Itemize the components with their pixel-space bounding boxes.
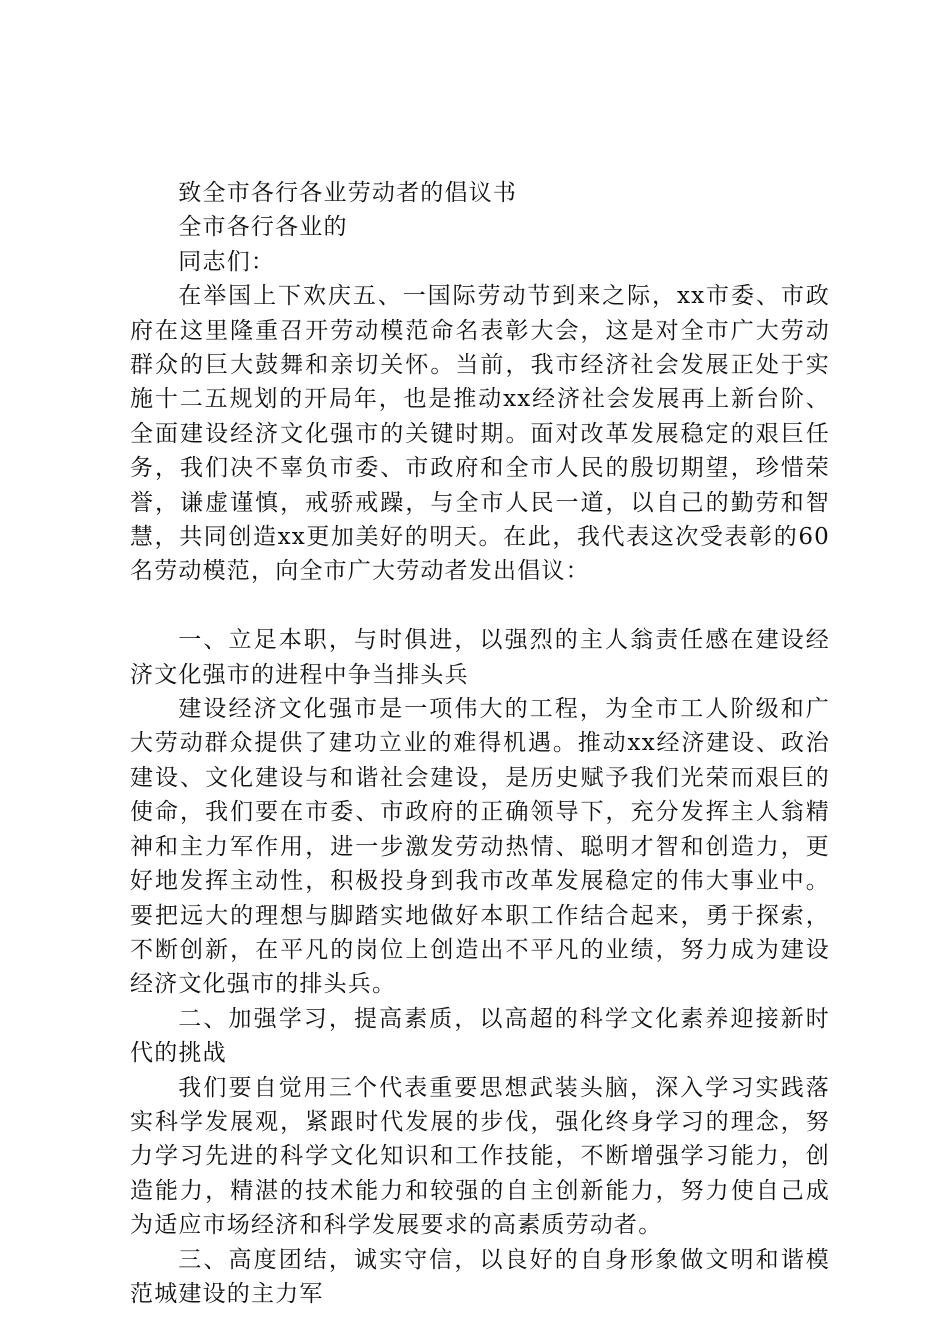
section-1-body: 建设经济文化强市是一项伟大的工程，为全市工人阶级和广大劳动群众提供了建功立业的难得机遇。推动xx经济建设、政治建设、文化建设与和谐社会建设，是历史赋予我们光荣而艰巨的使命，我们要在市委、市政府的正确领导下，充分发挥主人翁精神和主力军作用，进一步激发劳动热情、聪明才智和创造力，更好地发挥主动性，积极投身到我市改革发展稳定的伟大事业中。要把远大的理想与脚踏实地做好本职工作结合起来，勇于探索，不断创新，在平凡的岗位上创造出不平凡的业绩，努力成为建设经济文化强市的排头兵。: [130, 696, 830, 998]
salutation-line-1: 全市各行各业的: [178, 214, 348, 241]
section-1-heading: 一、立足本职，与时俱进，以强烈的主人翁责任感在建设经济文化强市的进程中争当排头兵: [130, 627, 830, 688]
intro-paragraph: 在举国上下欢庆五、一国际劳动节到来之际，xx市委、市政府在这里隆重召开劳动模范命名表彰大会，这是对全市广大劳动群众的巨大鼓舞和亲切关怀。当前，我市经济社会发展正处于实施十二五规划的开局年，也是推动xx经济社会发展再上新台阶、全面建设经济文化强市的关键时期。面对改革发展稳定的艰巨任务，我们决不辜负市委、市政府和全市人民的殷切期望，珍惜荣誉，谦虚谨慎，戒骄戒躁，与全市人民一道，以自己的勤劳和智慧，共同创造xx更加美好的明天。在此，我代表这次受表彰的60名劳动模范，向全市广大劳动者发出倡议：: [130, 283, 830, 585]
document-title: 致全市各行各业劳动者的倡议书: [178, 180, 518, 206]
document-body: [130, 176, 830, 1311]
section-3-heading: 三、高度团结，诚实守信，以良好的自身形象做文明和谐模范城建设的主力军: [130, 1246, 830, 1307]
section-2-heading: 二、加强学习，提高素质，以高超的科学文化素养迎接新时代的挑战: [130, 1005, 830, 1067]
section-2-body: 我们要自觉用三个代表重要思想武装头脑，深入学习实践落实科学发展观，紧跟时代发展的步伐，强化终身学习的理念，努力学习先进的科学文化知识和工作技能，不断增强学习能力，创造能力，精湛的技术能力和较强的自主创新能力，努力使自己成为适应市场经济和科学发展要求的高素质劳动者。: [130, 1074, 830, 1239]
salutation-line-2: 同志们：: [178, 248, 276, 275]
